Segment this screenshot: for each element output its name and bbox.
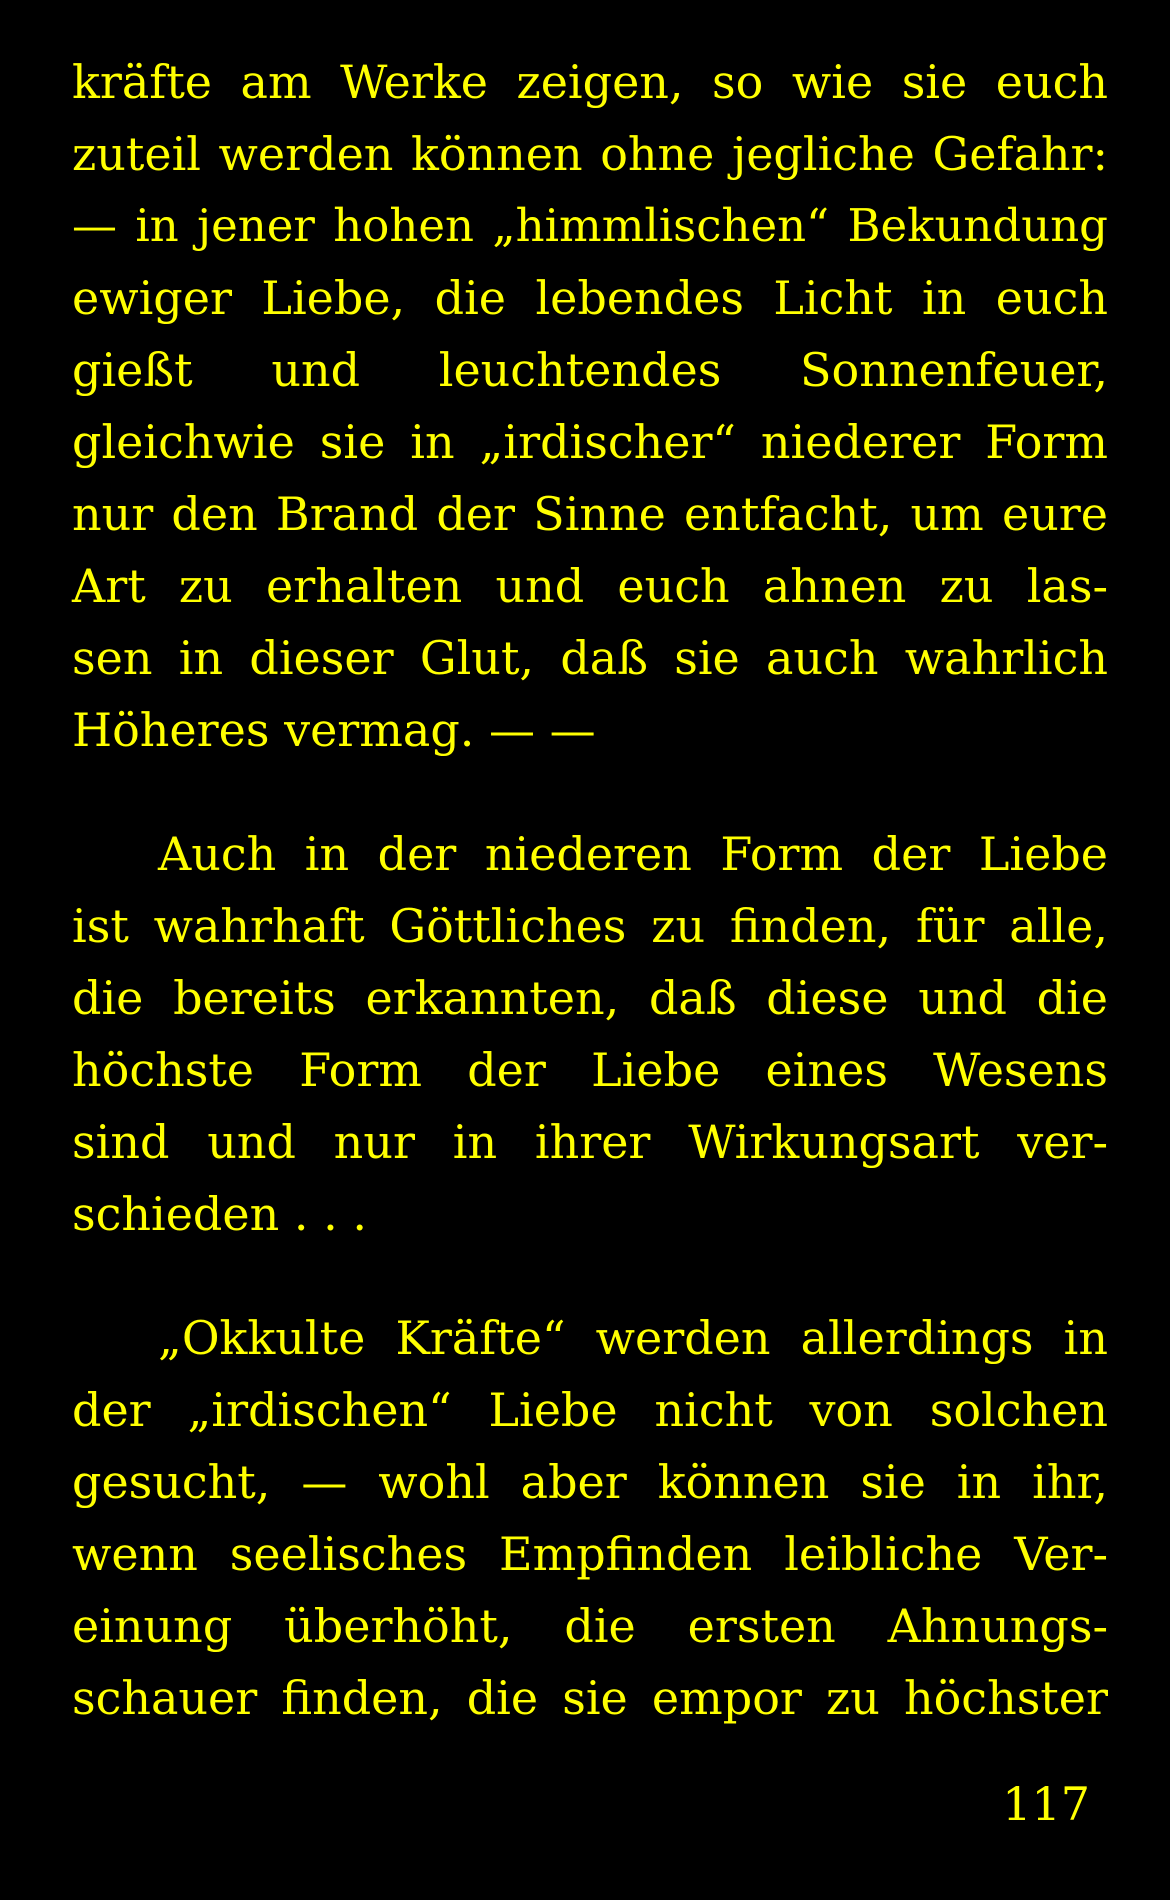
text-line: „Okkulte Kräfte“ werden allerdings in bbox=[158, 1311, 1108, 1365]
text-line: schauer finden, die sie empor zu höchster bbox=[72, 1671, 1108, 1725]
text-line: zuteil werden können ohne jegliche Gefahr: bbox=[72, 127, 1108, 181]
text-line: Höheres vermag. — — bbox=[72, 703, 596, 757]
text-line: — in jener hohen „himmlischen“ Bekundung bbox=[72, 199, 1108, 252]
text-line: einung überhöht, die ersten Ahnungs- bbox=[72, 1599, 1108, 1653]
text-line: höchste Form der Liebe eines Wesens bbox=[72, 1043, 1108, 1097]
text-line: wenn seelisches Empfinden leibliche Ver- bbox=[72, 1527, 1108, 1581]
text-line: ewiger Liebe, die lebendes Licht in euch bbox=[72, 271, 1108, 325]
text-line: gleichwie sie in „irdischer“ niederer Form bbox=[72, 415, 1108, 469]
text-line: Auch in der niederen Form der Liebe bbox=[158, 827, 1108, 881]
text-line: nur den Brand der Sinne entfacht, um eure bbox=[72, 487, 1108, 541]
text-line: gießt und leuchtendes Sonnenfeuer, bbox=[72, 343, 1108, 397]
text-line: kräfte am Werke zeigen, so wie sie euch bbox=[72, 55, 1108, 109]
text-line: Art zu erhalten und euch ahnen zu las- bbox=[72, 559, 1108, 613]
text-line: sind und nur in ihrer Wirkungsart ver- bbox=[72, 1115, 1108, 1169]
text-line: sen in dieser Glut, daß sie auch wahrlich bbox=[72, 631, 1108, 685]
text-line: ist wahrhaft Göttliches zu finden, für alle, bbox=[72, 899, 1108, 953]
text-line: schieden . . . bbox=[72, 1187, 367, 1241]
page-number: 117 bbox=[1002, 1777, 1090, 1831]
text-line: die bereits erkannten, daß diese und die bbox=[72, 971, 1108, 1025]
text-line: gesucht, — wohl aber können sie in ihr, bbox=[72, 1455, 1108, 1509]
text-line: der „irdischen“ Liebe nicht von solchen bbox=[72, 1383, 1108, 1437]
